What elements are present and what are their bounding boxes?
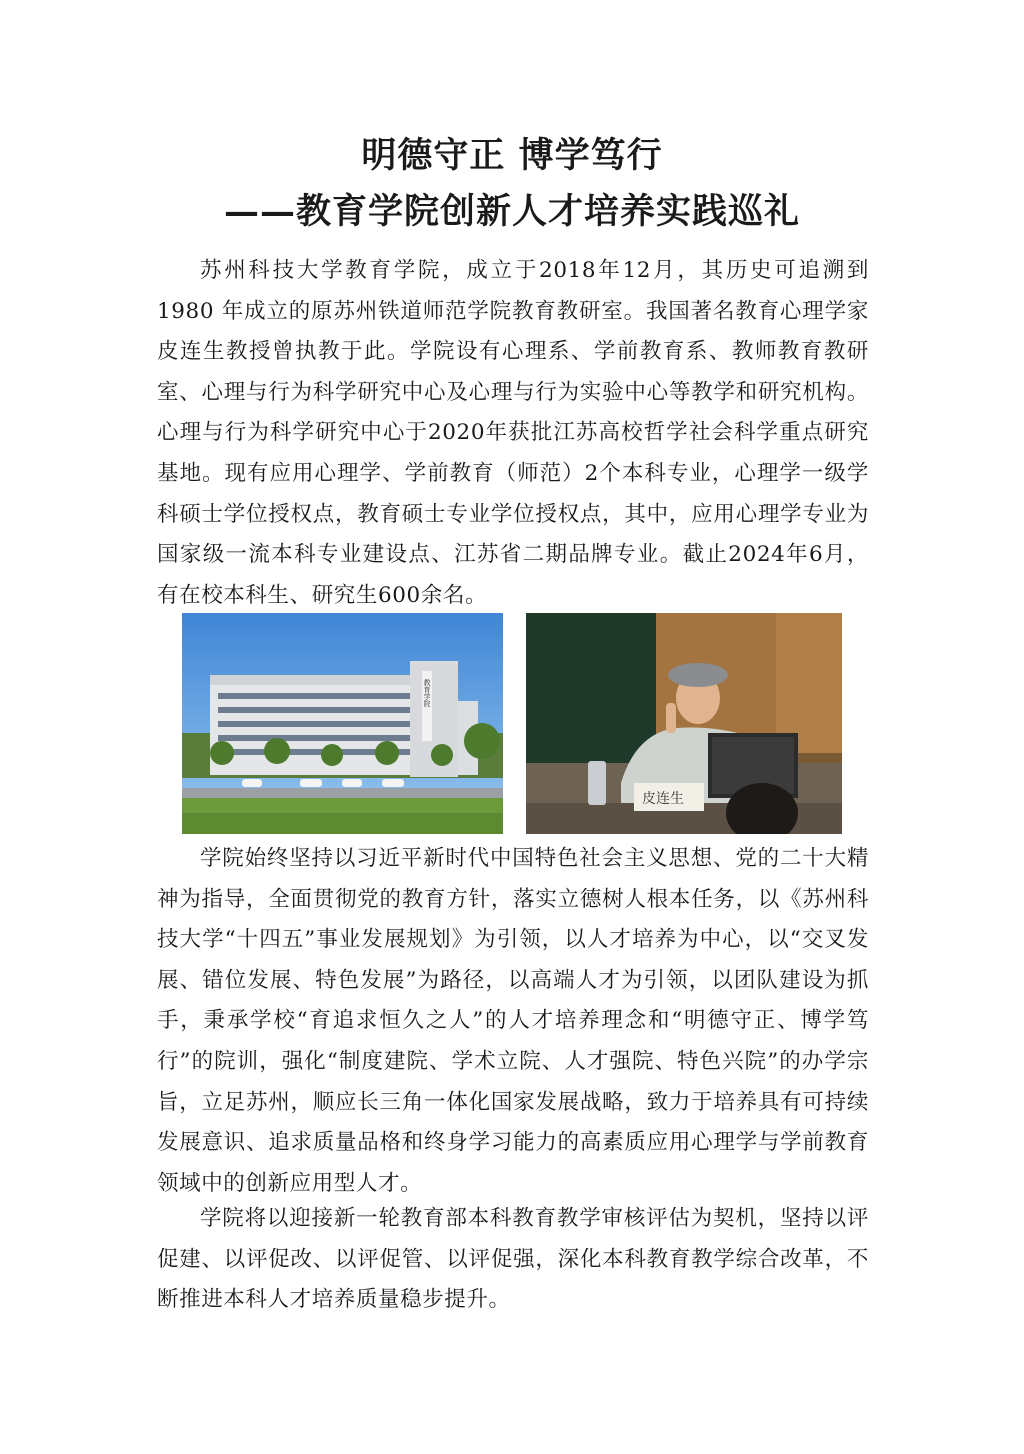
paragraph-intro: 苏州科技大学教育学院，成立于2018年12月，其历史可追溯到1980 年成立的原苏州铁道师范学院教育教研室。我国著名教育心理学家皮连生教授曾执教于此。学院设有心理系、学前教育系、教师教育教研室、心理与行为科学研究中心及心理与行为实验中心等教学和研究机构。心理与行为科学研究中心于2020年获批江苏高校哲学社会科学重点研究基地。现有应用心理学、学前教育（师范）2个本科专业，心理学一级学科硕士学位授权点，教育硕士专业学位授权点，其中，应用心理学专业为国家级一流本科专业建设点、江苏省二期品牌专业。截止2024年6月，有在校本科生、研究生600余名。 bbox=[157, 258, 869, 608]
paragraph-outlook: 学院将以迎接新一轮教育部本科教育教学审核评估为契机，坚持以评促建、以评促改、以评促管、以评促强，深化本科教育教学综合改革，不断推进本科人才培养质量稳步提升。 bbox=[157, 1206, 869, 1313]
professor-photo bbox=[526, 613, 842, 834]
building-sign: 教育学院 bbox=[423, 679, 431, 707]
college-building-photo bbox=[182, 613, 503, 834]
article-title: 明德守正 博学笃行 bbox=[361, 135, 663, 176]
nameplate-text: 皮连生 bbox=[642, 791, 684, 807]
paragraph-mission: 学院始终坚持以习近平新时代中国特色社会主义思想、党的二十大精神为指导，全面贯彻党的教育方针，落实立德树人根本任务，以《苏州科技大学“十四五”事业发展规划》为引领，以人才培养为中心，以“交叉发展、错位发展、特色发展”为路径，以高端人才为引领，以团队建设为抓手，秉承学校“育追求恒久之人”的人才培养理念和“明德守正、博学笃行”的院训，强化“制度建院、学术立院、人才强院、特色兴院”的办学宗旨，立足苏州，顺应长三角一体化国家发展战略，致力于培养具有可持续发展意识、追求质量品格和终身学习能力的高素质应用心理学与学前教育领域中的创新应用型人才。 bbox=[157, 846, 869, 1196]
article-subtitle: ——教育学院创新人才培养实践巡礼 bbox=[223, 191, 800, 232]
